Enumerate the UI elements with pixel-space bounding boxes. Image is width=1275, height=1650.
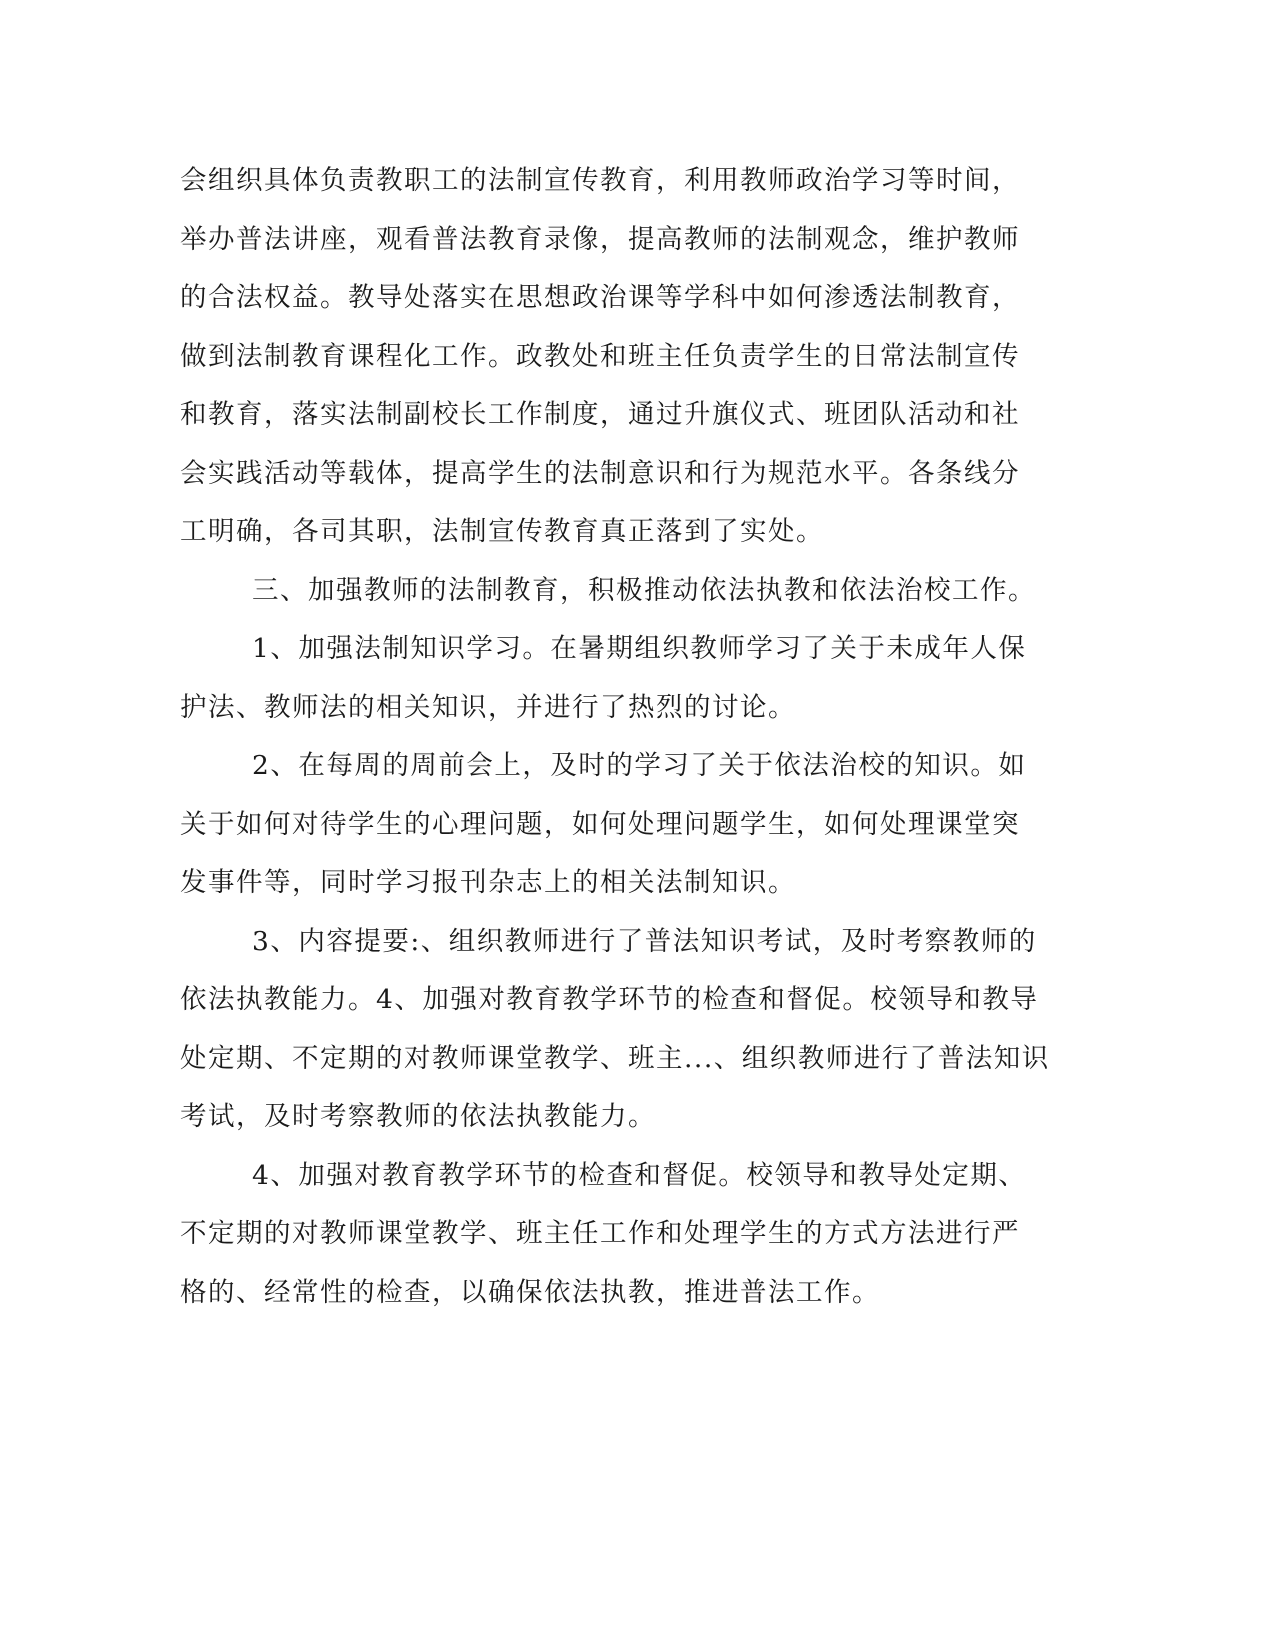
- text-line: 工明确，各司其职，法制宣传教育真正落到了实处。: [180, 516, 824, 547]
- text-line: 会实践活动等载体，提高学生的法制意识和行为规范水平。各条线分: [180, 457, 1020, 489]
- section-heading: 三、加强教师的法制教育，积极推动依法执教和依法治校工作。: [252, 574, 1036, 606]
- document-body: [180, 159, 1050, 1329]
- text-line: 依法执教能力。4、加强对教育教学环节的检查和督促。校领导和教导: [180, 984, 1039, 1015]
- text-line: 和教育，落实法制副校长工作制度，通过升旗仪式、班团队活动和社: [180, 399, 1020, 430]
- text-line: 的合法权益。教导处落实在思想政治课等学科中如何渗透法制教育，: [180, 282, 1020, 313]
- text-line: 1、加强法制知识学习。在暑期组织教师学习了关于未成年人保: [252, 633, 1027, 664]
- text-line: 举办普法讲座，观看普法教育录像，提高教师的法制观念，维护教师: [180, 223, 1020, 255]
- text-line: 发事件等，同时学习报刊杂志上的相关法制知识。: [180, 867, 796, 898]
- text-line: 考试，及时考察教师的依法执教能力。: [180, 1101, 656, 1132]
- text-line: 关于如何对待学生的心理问题，如何处理问题学生，如何处理课堂突: [180, 808, 1020, 840]
- text-line: 2、在每周的周前会上，及时的学习了关于依法治校的知识。如: [252, 750, 1027, 781]
- text-line: 3、内容提要:、组织教师进行了普法知识考试，及时考察教师的: [252, 925, 1037, 957]
- text-line: 不定期的对教师课堂教学、班主任工作和处理学生的方式方法进行严: [180, 1218, 1020, 1249]
- text-line: 4、加强对教育教学环节的检查和督促。校领导和教导处定期、: [252, 1159, 1027, 1191]
- text-line: 处定期、不定期的对教师课堂教学、班主...、组织教师进行了普法知识: [180, 1042, 1050, 1074]
- text-line: 格的、经常性的检查，以确保依法执教，推进普法工作。: [180, 1276, 880, 1308]
- text-line: 做到法制教育课程化工作。政教处和班主任负责学生的日常法制宣传: [180, 340, 1020, 372]
- text-line: 护法、教师法的相关知识，并进行了热烈的讨论。: [180, 691, 796, 723]
- text-line: 会组织具体负责教职工的法制宣传教育，利用教师政治学习等时间，: [180, 165, 1020, 196]
